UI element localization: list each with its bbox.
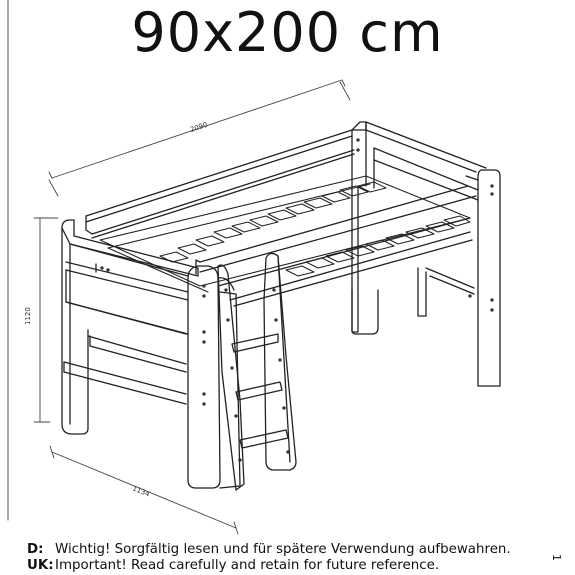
ladder <box>218 253 296 490</box>
note-english <box>27 558 439 574</box>
height-dimension-label: 1120 <box>24 307 32 325</box>
note-german <box>27 542 511 558</box>
back-legs <box>352 268 426 334</box>
length-dimension-label: 2090 <box>189 120 209 134</box>
footboard <box>62 220 198 434</box>
page-mark: 1 <box>550 554 563 561</box>
back-headboard <box>352 122 500 386</box>
note-german-text: Wichtig! Sorgfältig lesen und für spätere Verwendung aufbewahren. <box>55 542 511 557</box>
note-english-text: Important! Read carefully and retain for future reference. <box>55 558 440 573</box>
back-side-rail <box>86 130 354 238</box>
bed-size-title: 90x200 cm <box>131 1 444 64</box>
width-dimension-label: 1134 <box>131 484 151 499</box>
note-english-lang: UK: <box>27 558 54 573</box>
height-dimension-line <box>34 218 58 422</box>
length-dimension-line <box>49 80 350 196</box>
note-german-lang: D: <box>27 542 44 557</box>
